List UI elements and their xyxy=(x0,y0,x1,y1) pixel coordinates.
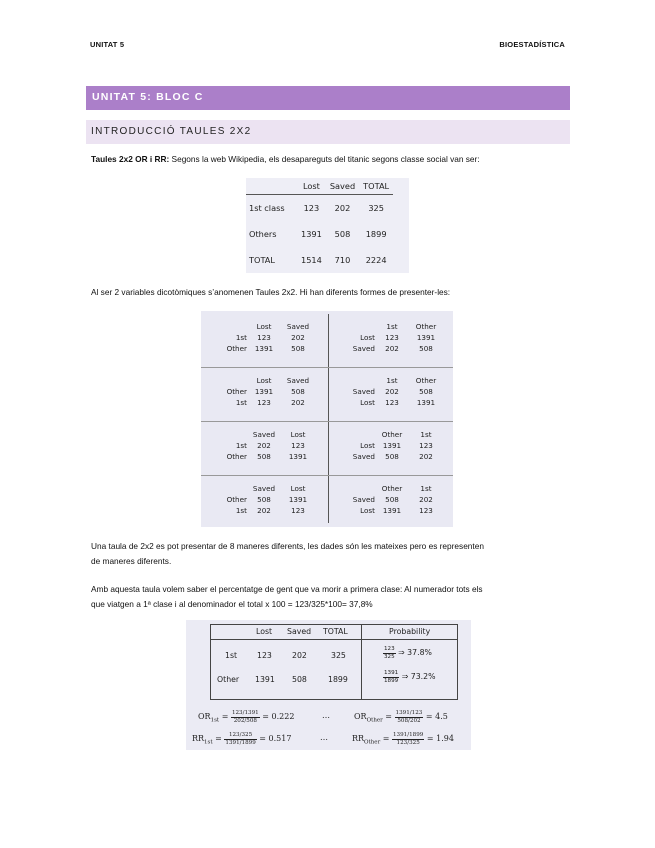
configuration-cell: 123 xyxy=(385,333,399,342)
probability-header-probability: Probability xyxy=(389,627,431,636)
table-header-cell: Saved xyxy=(329,181,356,191)
configuration-table xyxy=(201,483,328,537)
paragraph-forms: Al ser 2 variables dicotòmiques s’anomenen Taules 2x2. Hi han diferents formes de presenter-les: xyxy=(91,287,451,297)
configuration-col-header: 1st xyxy=(420,430,432,439)
configuration-col-header: Saved xyxy=(286,376,310,385)
configuration-table xyxy=(329,429,456,483)
probability-cell: 1899 xyxy=(328,675,348,684)
configuration-row-label: Saved xyxy=(352,495,375,504)
formula-equals: = xyxy=(385,712,392,721)
configuration-col-header: Other xyxy=(415,322,437,331)
paragraph-intro-bold: Taules 2x2 OR i RR: xyxy=(91,154,170,164)
configuration-cell: 1391 xyxy=(416,333,436,342)
table-cell: 1514 xyxy=(301,255,322,265)
table-cell: 710 xyxy=(334,255,351,265)
paragraph-eight-ways xyxy=(91,539,561,569)
probability-row-label: 1st xyxy=(225,651,238,660)
configuration-cell: 123 xyxy=(385,398,399,407)
configuration-cell: 202 xyxy=(419,495,433,504)
subsection-title: INTRODUCCIÓ TAULES 2X2 xyxy=(91,126,252,137)
section-title: UNITAT 5: BLOC C xyxy=(92,91,204,103)
paragraph-intro-text: Segons la web Wikipedia, els desapareguts del titanic segons classe social van ser: xyxy=(169,154,480,164)
configuration-cell: 202 xyxy=(385,387,399,396)
configuration-col-header: Saved xyxy=(286,322,310,331)
titanic-table xyxy=(246,178,393,273)
titanic-table-image xyxy=(246,178,409,273)
table-header-cell: TOTAL xyxy=(363,181,390,191)
configuration-cell: 508 xyxy=(257,452,271,461)
page-header-right: BIOESTADÍSTICA xyxy=(499,40,565,49)
fraction-numerator: 1391/123 xyxy=(395,710,423,716)
fraction-denominator: 202/508 xyxy=(233,717,257,724)
configuration-cell: 202 xyxy=(257,441,271,450)
configuration-row-label: Other xyxy=(226,452,247,461)
formula-rr-other xyxy=(352,732,454,746)
subsection-title-band xyxy=(86,120,570,144)
fraction-denominator: 325 xyxy=(384,653,395,660)
formula-fraction xyxy=(392,732,424,746)
configuration-cell: 508 xyxy=(419,344,433,353)
formula-result: = 4.5 xyxy=(425,712,448,721)
configuration-table xyxy=(329,483,456,537)
table-row xyxy=(246,221,393,247)
probability-cell: 508 xyxy=(292,675,307,684)
formula-result: = 1.94 xyxy=(426,734,454,743)
table-cell: 2224 xyxy=(365,255,387,265)
configuration-cell: 508 xyxy=(385,495,399,504)
probability-cell: 202 xyxy=(292,651,307,660)
formula-subscript: 1st xyxy=(204,739,213,746)
formula-equals: = xyxy=(221,712,229,721)
paragraph-line: de maneres diferents. xyxy=(91,556,172,566)
configuration-row-label: Lost xyxy=(360,333,375,342)
fraction-denominator: 508/202 xyxy=(397,717,421,724)
configuration-col-header: Other xyxy=(381,430,403,439)
configuration-cell: 508 xyxy=(385,452,399,461)
configuration-row-label: Lost xyxy=(360,506,375,515)
table-cell: Others xyxy=(249,229,277,239)
table-cell: 1st class xyxy=(246,195,297,222)
paragraph-line: que viatgen a 1ª clase i al denominador el total x 100 = 123/325*100= 37,8% xyxy=(91,599,373,609)
table-header-cell xyxy=(246,178,297,195)
table-cell: 325 xyxy=(359,195,393,222)
fraction-numerator: 123/1391 xyxy=(231,710,259,716)
configuration-col-header: Saved xyxy=(252,430,276,439)
configuration-cell: 1391 xyxy=(288,495,308,504)
table-header-row xyxy=(246,178,393,195)
configuration-cell: 508 xyxy=(419,387,433,396)
paragraph-percentage xyxy=(91,582,561,612)
formula-or-1st xyxy=(198,710,294,724)
table-cell: 1391 xyxy=(301,229,322,239)
probability-value xyxy=(383,670,436,684)
configuration-cell: 202 xyxy=(419,452,433,461)
configuration-col-header: Other xyxy=(381,484,403,493)
configuration-cell: 123 xyxy=(257,333,271,342)
table-cell: 1899 xyxy=(365,229,387,239)
configuration-table xyxy=(201,429,328,483)
fraction-numerator: 123 xyxy=(384,646,395,652)
configuration-col-header: 1st xyxy=(386,322,398,331)
configuration-col-header: 1st xyxy=(420,484,432,493)
formula-fraction xyxy=(231,710,260,724)
configuration-cell: 123 xyxy=(291,506,305,515)
configuration-cell: 1391 xyxy=(254,387,274,396)
configuration-row-label: Saved xyxy=(352,344,375,353)
configuration-col-header: Lost xyxy=(256,376,272,385)
section-title-band xyxy=(86,86,570,110)
configuration-table xyxy=(329,375,456,429)
configuration-col-header: Other xyxy=(415,376,437,385)
fraction-denominator: 123/325 xyxy=(396,739,420,746)
configuration-cell: 1391 xyxy=(288,452,308,461)
formula-ellipsis: … xyxy=(322,711,330,720)
page-header-left: UNITAT 5 xyxy=(90,40,125,49)
configuration-cell: 202 xyxy=(257,506,271,515)
fraction-numerator: 1391 xyxy=(384,670,399,676)
table-row xyxy=(246,247,393,273)
fraction-numerator: 1391/1899 xyxy=(393,732,424,738)
formula-subscript: Other xyxy=(366,717,383,724)
probability-table-header-rule xyxy=(211,639,457,640)
formula-label: RR xyxy=(192,734,205,743)
paragraph-line: Amb aquesta taula volem saber el percentatge de gent que va morir a primera clase: Al numerador tots els xyxy=(91,584,483,594)
configuration-cell: 202 xyxy=(291,398,305,407)
configuration-cell: 1391 xyxy=(382,506,402,515)
configuration-col-header: Lost xyxy=(290,430,306,439)
formula-subscript: Other xyxy=(364,739,381,746)
configuration-col-header: Lost xyxy=(256,322,272,331)
formula-rr-1st xyxy=(192,732,291,746)
configurations-image xyxy=(201,311,453,527)
probability-value xyxy=(383,646,432,660)
probability-row-label: Other xyxy=(217,675,240,684)
probability-cell: 1391 xyxy=(255,675,275,684)
configuration-table xyxy=(329,321,456,375)
probability-header-lost: Lost xyxy=(256,627,273,636)
configuration-col-header: Lost xyxy=(290,484,306,493)
probability-cell: 123 xyxy=(257,651,272,660)
configuration-row-label: 1st xyxy=(235,333,247,342)
probability-fraction xyxy=(383,670,399,684)
paragraph-line: Una taula de 2x2 es pot presentar de 8 maneres diferents, les dades són les mateixes pero es representen xyxy=(91,541,484,551)
formula-fraction xyxy=(224,732,256,746)
configuration-row-label: Lost xyxy=(360,398,375,407)
table-row xyxy=(246,195,393,222)
formula-equals: = xyxy=(382,734,390,743)
configuration-row-label: 1st xyxy=(235,398,247,407)
configuration-cell: 123 xyxy=(291,441,305,450)
configuration-row-label: Other xyxy=(226,344,247,353)
configuration-row-label: Saved xyxy=(352,387,375,396)
probability-table xyxy=(210,624,458,700)
formula-label: OR xyxy=(198,712,211,721)
probability-image xyxy=(186,620,471,750)
formula-or-other xyxy=(354,710,448,724)
probability-fraction xyxy=(383,646,396,660)
configuration-cell: 1391 xyxy=(382,441,402,450)
probability-header-saved: Saved xyxy=(287,627,312,636)
configuration-row-label: Lost xyxy=(360,441,375,450)
fraction-numerator: 123/325 xyxy=(224,732,256,740)
table-cell: 202 xyxy=(326,195,359,222)
probability-cell: 325 xyxy=(331,651,346,660)
configuration-col-header: Saved xyxy=(252,484,276,493)
configuration-cell: 508 xyxy=(257,495,271,504)
configuration-cell: 202 xyxy=(291,333,305,342)
configuration-cell: 123 xyxy=(419,506,433,515)
formula-equals: = xyxy=(215,734,222,743)
formula-fraction xyxy=(395,710,424,724)
configuration-cell: 1391 xyxy=(416,398,436,407)
probability-result: ⇒ 37.8% xyxy=(398,648,432,657)
configuration-cell: 1391 xyxy=(254,344,274,353)
configuration-row-label: 1st xyxy=(235,506,247,515)
fraction-denominator: 1391/1899 xyxy=(225,739,256,746)
formula-result: = 0.517 xyxy=(259,734,292,743)
paragraph-intro xyxy=(91,152,561,167)
probability-header-total: TOTAL xyxy=(323,627,348,636)
configuration-table xyxy=(201,321,328,375)
configuration-row-label: Saved xyxy=(352,452,375,461)
formula-subscript: 1st xyxy=(210,717,220,724)
probability-result: ⇒ 73.2% xyxy=(401,672,436,681)
configuration-cell: 123 xyxy=(257,398,271,407)
configuration-table xyxy=(201,375,328,429)
configuration-col-header: 1st xyxy=(386,376,398,385)
table-cell: 508 xyxy=(334,229,351,239)
configuration-cell: 508 xyxy=(291,344,305,353)
formula-label: OR xyxy=(354,712,367,721)
configuration-cell: 508 xyxy=(291,387,305,396)
configuration-row-label: Other xyxy=(226,387,247,396)
formula-label: RR xyxy=(352,734,365,743)
table-header-cell: Lost xyxy=(302,181,320,191)
table-cell: TOTAL xyxy=(249,255,275,265)
configuration-row-label: Other xyxy=(226,495,247,504)
fraction-denominator: 1899 xyxy=(384,677,399,684)
probability-table-column-rule xyxy=(361,625,362,699)
configuration-cell: 202 xyxy=(385,344,399,353)
configuration-cell: 123 xyxy=(419,441,433,450)
formula-result: = 0.222 xyxy=(262,712,295,721)
formula-ellipsis: … xyxy=(320,733,328,742)
table-cell: 123 xyxy=(297,195,326,222)
configuration-row-label: 1st xyxy=(235,441,247,450)
